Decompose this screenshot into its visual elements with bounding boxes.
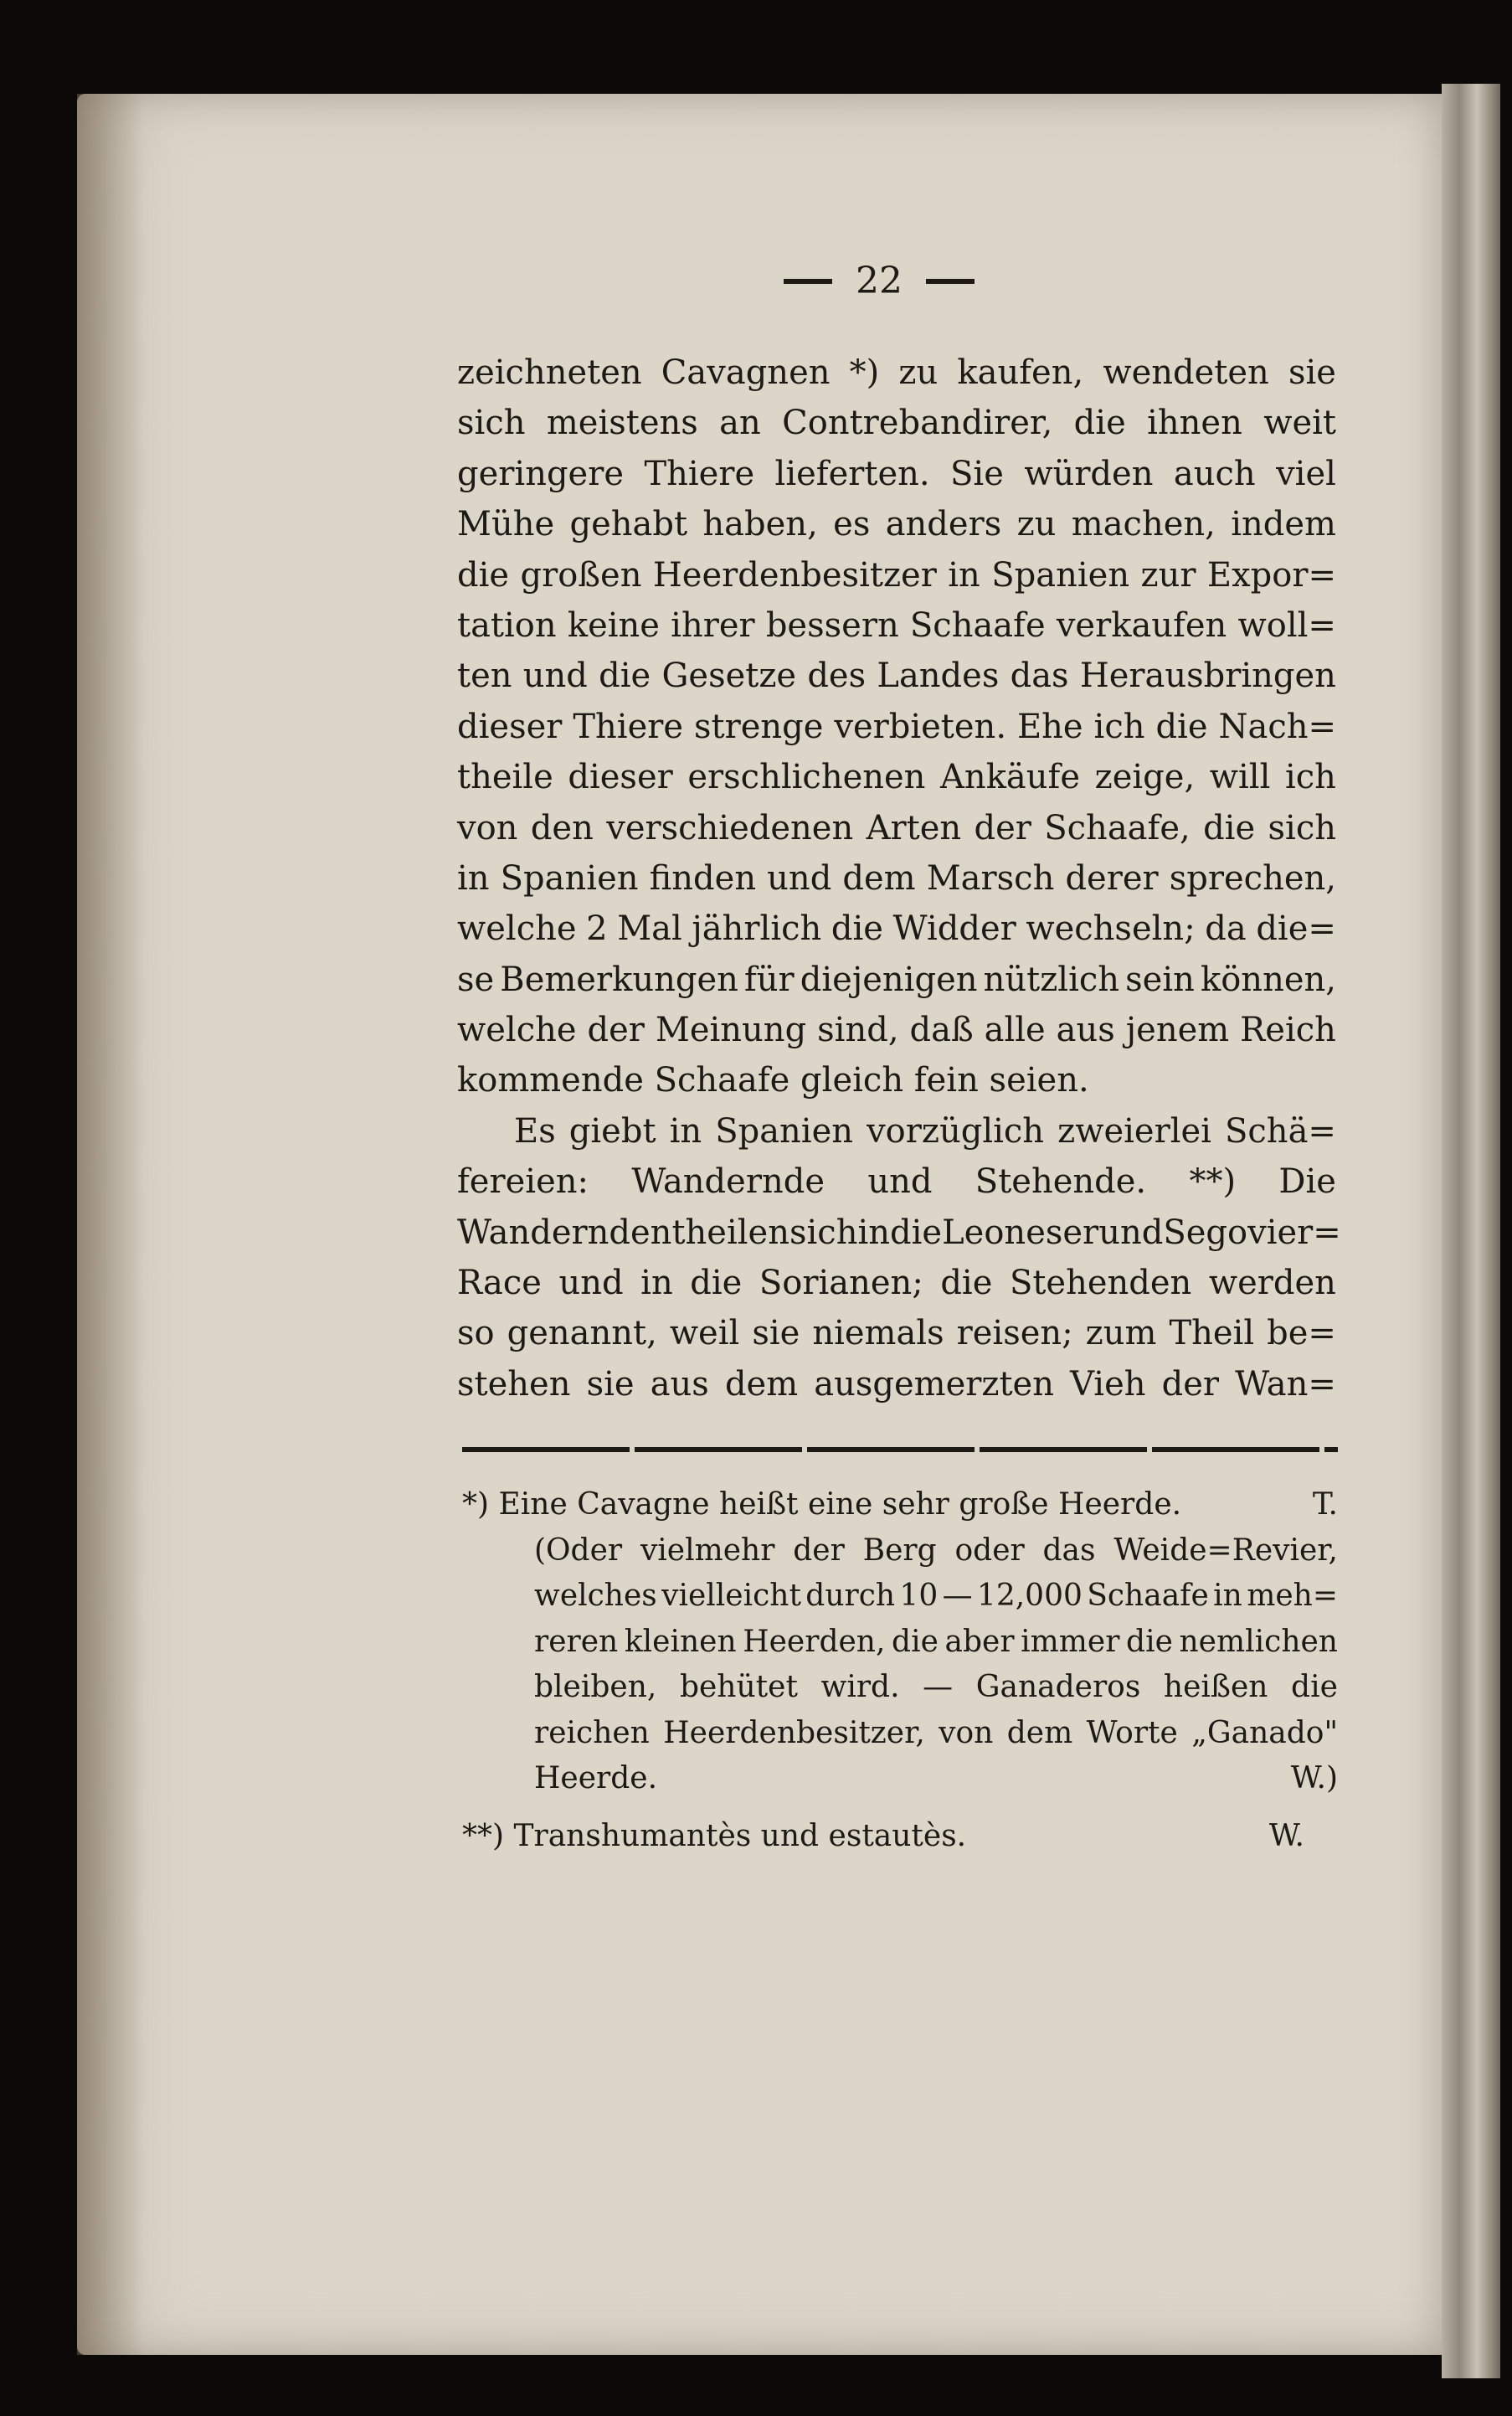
- body-line: dieser Thiere strenge verbieten. Ehe ich die Nach=: [457, 707, 1336, 746]
- body-line: welche 2 Mal jährlich die Widder wechseln; da die=: [457, 909, 1336, 949]
- body-line: Race und in die Sorianen; die Stehenden werden: [457, 1264, 1336, 1303]
- body-line: von den verschiedenen Arten der Schaafe, die sich: [457, 808, 1336, 847]
- body-line: die großen Heerdenbesitzer in Spanien zur Expor=: [457, 555, 1336, 595]
- footnote-1-line: (Oder vielmehr der Berg oder das Weide=Revier,: [534, 1533, 1338, 1568]
- body-line: stehen sie aus dem ausgemerzten Vieh der Wan=: [457, 1364, 1336, 1404]
- footnote-2-signature: W.: [1268, 1818, 1304, 1853]
- body-line: Wandernden theilen sich in die Leoneser und Segovier=: [457, 1213, 1341, 1252]
- body-line: in Spanien finden und dem Marsch derer sprechen,: [457, 858, 1336, 898]
- header-dash-left: [784, 279, 832, 284]
- footnote-1-last-signature: W.): [1290, 1761, 1338, 1795]
- body-line: Mühe gehabt haben, es anders zu machen, indem: [457, 505, 1336, 544]
- footnote-rule: [462, 1447, 1338, 1452]
- page-number: 22: [856, 260, 903, 302]
- body-line: welche der Meinung sind, daß alle aus jenem Reich: [457, 1011, 1336, 1050]
- footnote-2-text: **) Transhumantès und estautès.: [462, 1818, 967, 1853]
- body-line: zeichneten Cavagnen *) zu kaufen, wendeten sie: [457, 353, 1336, 392]
- footnote-1-continuation: [462, 1528, 1338, 1757]
- footnote-1-last-line: [462, 1756, 1338, 1802]
- body-line: fereien: Wandernde und Stehende. **) Die: [457, 1162, 1336, 1202]
- page-gutter-shadow: [77, 94, 144, 2355]
- page-header: [753, 260, 1005, 302]
- footnote-1-line: reichen Heerdenbesitzer, von dem Worte „Ganado": [534, 1715, 1338, 1750]
- footnote-1-first-line: [462, 1482, 1338, 1528]
- footnote-1-last-text: Heerde.: [534, 1761, 658, 1795]
- footnote-1-line: reren kleinen Heerden, die aber immer die nemlichen: [534, 1624, 1338, 1659]
- body-line: se Bemerkungen für diejenigen nützlich sein können,: [457, 960, 1336, 999]
- footnote-1-line: welches vielleicht durch 10 — 12,000 Schaafe in meh=: [534, 1579, 1338, 1613]
- body-line: Es giebt in Spanien vorzüglich zweierlei Schä=: [514, 1111, 1336, 1151]
- body-line: so genannt, weil sie niemals reisen; zum Theil be=: [457, 1314, 1336, 1353]
- footnote-1-text: *) Eine Cavagne heißt eine sehr große Heerde.: [462, 1487, 1182, 1522]
- page-edge: [1442, 84, 1500, 2378]
- header-dash-right: [926, 279, 975, 284]
- body-line: ten und die Gesetze des Landes das Herausbringen: [457, 657, 1336, 696]
- body-line: sich meistens an Contrebandirer, die ihnen weit: [457, 404, 1336, 443]
- footnote-2: [462, 1814, 1338, 1860]
- footnotes: [462, 1482, 1338, 1859]
- footnote-1-line: bleiben, behütet wird. — Ganaderos heißen die: [534, 1670, 1338, 1704]
- body-line: kommende Schaafe gleich fein seien.: [457, 1061, 1089, 1100]
- body-line: geringere Thiere lieferten. Sie würden auch viel: [457, 454, 1336, 493]
- body-line: theile dieser erschlichenen Ankäufe zeige, will ich: [457, 758, 1336, 797]
- footnote-1-signature: T.: [1312, 1487, 1338, 1522]
- body-text: [457, 348, 1341, 1409]
- body-line: tation keine ihrer bessern Schaafe verkaufen woll=: [457, 605, 1336, 645]
